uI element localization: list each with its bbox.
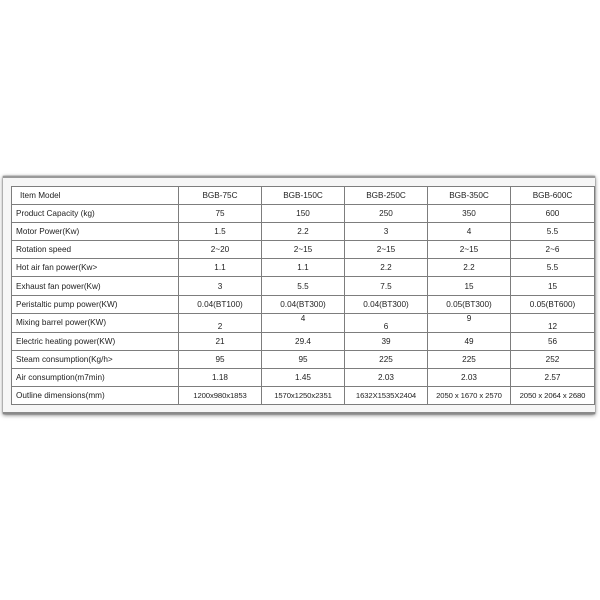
table-cell: 2.2 [345,259,428,277]
table-cell: 4 [428,223,511,241]
header-model: BGB-600C [511,187,595,205]
row-label: Outline dimensions(mm) [12,387,179,405]
row-label: Peristaltic pump power(KW) [12,295,179,313]
table-cell: 12 [511,313,595,332]
table-cell: 600 [511,205,595,223]
table-cell: 2050 x 2064 x 2680 [511,387,595,405]
header-model: BGB-75C [179,187,262,205]
row-label: Hot air fan power(Kw> [12,259,179,277]
table-cell: 0.04(BT300) [345,295,428,313]
table-cell: 7.5 [345,277,428,295]
spec-table [11,186,595,405]
header-model: BGB-250C [345,187,428,205]
table-cell: 6 [345,313,428,332]
table-cell: 49 [428,332,511,350]
table-cell: 4 [262,313,345,332]
row-label: Air consumption(m7min) [12,368,179,386]
table-cell: 1.18 [179,368,262,386]
table-cell: 2~20 [179,241,262,259]
table-cell: 75 [179,205,262,223]
row-label: Steam consumption(Kg/h> [12,350,179,368]
row-label: Electric heating power(KW) [12,332,179,350]
table-cell: 29.4 [262,332,345,350]
table-row [12,368,595,386]
table-cell: 1.1 [179,259,262,277]
row-label: Motor Power(Kw) [12,223,179,241]
header-item-model: Item Model [12,187,179,205]
table-cell: 56 [511,332,595,350]
row-label: Exhaust fan power(Kw) [12,277,179,295]
table-cell: 21 [179,332,262,350]
table-cell: 1.1 [262,259,345,277]
table-cell: 3 [179,277,262,295]
table-cell: 0.05(BT300) [428,295,511,313]
table-cell: 250 [345,205,428,223]
table-row [12,241,595,259]
spec-table-frame [3,176,595,414]
table-cell: 1.5 [179,223,262,241]
table-cell: 2.03 [428,368,511,386]
table-cell: 2~6 [511,241,595,259]
row-label: Rotation speed [12,241,179,259]
table-cell: 5.5 [511,223,595,241]
table-row [12,387,595,405]
table-row [12,313,595,332]
header-row [12,187,595,205]
table-row [12,259,595,277]
table-cell: 150 [262,205,345,223]
table-cell: 95 [179,350,262,368]
table-cell: 3 [345,223,428,241]
table-cell: 2~15 [262,241,345,259]
table-cell: 5.5 [511,259,595,277]
table-cell: 1200x980x1853 [179,387,262,405]
table-row [12,332,595,350]
table-row [12,350,595,368]
table-cell: 39 [345,332,428,350]
table-cell: 2 [179,313,262,332]
table-cell: 15 [511,277,595,295]
table-cell: 1570x1250x2351 [262,387,345,405]
table-row [12,295,595,313]
header-model: BGB-350C [428,187,511,205]
table-cell: 5.5 [262,277,345,295]
table-cell: 1.45 [262,368,345,386]
table-cell: 225 [345,350,428,368]
table-cell: 2.57 [511,368,595,386]
table-row [12,223,595,241]
table-cell: 2050 x 1670 x 2570 [428,387,511,405]
table-cell: 9 [428,313,511,332]
table-cell: 350 [428,205,511,223]
table-cell: 0.04(BT100) [179,295,262,313]
row-label: Product Capacity (kg) [12,205,179,223]
table-cell: 2~15 [428,241,511,259]
table-cell: 0.04(BT300) [262,295,345,313]
row-label: Mixing barrel power(KW) [12,313,179,332]
table-cell: 2.2 [428,259,511,277]
table-cell: 252 [511,350,595,368]
table-cell: 225 [428,350,511,368]
spec-table-body [12,205,595,405]
table-row [12,205,595,223]
table-cell: 2.2 [262,223,345,241]
table-cell: 0.05(BT600) [511,295,595,313]
table-row [12,277,595,295]
table-cell: 2~15 [345,241,428,259]
table-cell: 2.03 [345,368,428,386]
table-cell: 95 [262,350,345,368]
header-model: BGB-150C [262,187,345,205]
table-cell: 1632X1535X2404 [345,387,428,405]
table-cell: 15 [428,277,511,295]
